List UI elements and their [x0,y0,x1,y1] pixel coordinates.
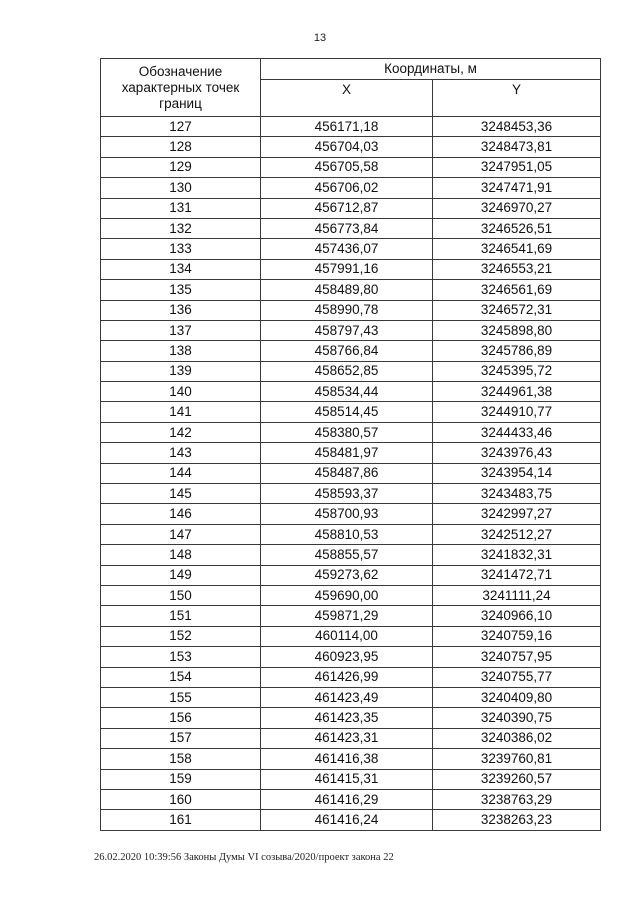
cell-point: 128 [101,137,261,157]
cell-x: 461416,29 [261,789,433,809]
cell-point: 139 [101,361,261,381]
cell-x: 461416,24 [261,810,433,830]
cell-y: 3244910,77 [433,402,601,422]
table-row [101,463,601,483]
cell-point: 133 [101,239,261,259]
cell-y: 3241832,31 [433,545,601,565]
table-row [101,280,601,300]
cell-x: 459871,29 [261,606,433,626]
cell-y: 3246572,31 [433,300,601,320]
footer-stamp: 26.02.2020 10:39:56 Законы Думы VI созыва/2020/проект закона 22 [94,852,394,863]
header-coordinates: Координаты, м [261,59,601,80]
cell-point: 148 [101,545,261,565]
table-row [101,361,601,381]
table-row [101,341,601,361]
cell-x: 456773,84 [261,218,433,238]
table-row [101,178,601,198]
table-row [101,687,601,707]
table-header [101,59,601,117]
cell-y: 3247471,91 [433,178,601,198]
cell-x: 456706,02 [261,178,433,198]
table-row [101,422,601,442]
table-row [101,320,601,340]
cell-x: 458855,57 [261,545,433,565]
cell-x: 458766,84 [261,341,433,361]
cell-y: 3246526,51 [433,218,601,238]
cell-point: 160 [101,789,261,809]
cell-point: 129 [101,157,261,177]
cell-y: 3240390,75 [433,708,601,728]
cell-y: 3244433,46 [433,422,601,442]
cell-x: 456712,87 [261,198,433,218]
cell-x: 460923,95 [261,647,433,667]
cell-y: 3243976,43 [433,443,601,463]
cell-point: 147 [101,524,261,544]
page-number: 13 [313,32,327,44]
cell-y: 3240755,77 [433,667,601,687]
cell-y: 3241472,71 [433,565,601,585]
cell-y: 3245898,80 [433,320,601,340]
cell-point: 146 [101,504,261,524]
cell-point: 142 [101,422,261,442]
table-row [101,137,601,157]
cell-x: 461415,31 [261,769,433,789]
cell-x: 461423,49 [261,687,433,707]
cell-y: 3246541,69 [433,239,601,259]
table-row [101,789,601,809]
cell-y: 3245786,89 [433,341,601,361]
cell-point: 135 [101,280,261,300]
header-y: Y [433,80,601,117]
cell-x: 458489,80 [261,280,433,300]
table-row [101,769,601,789]
cell-y: 3240966,10 [433,606,601,626]
table-row [101,443,601,463]
table-row [101,239,601,259]
cell-y: 3238763,29 [433,789,601,809]
cell-x: 458652,85 [261,361,433,381]
cell-point: 143 [101,443,261,463]
cell-x: 461423,35 [261,708,433,728]
cell-point: 144 [101,463,261,483]
table-row [101,810,601,830]
cell-point: 152 [101,626,261,646]
table-row [101,117,601,137]
cell-y: 3246553,21 [433,259,601,279]
cell-point: 150 [101,585,261,605]
cell-point: 151 [101,606,261,626]
cell-x: 458797,43 [261,320,433,340]
table-row [101,585,601,605]
table-row [101,708,601,728]
cell-x: 458514,45 [261,402,433,422]
cell-x: 458481,97 [261,443,433,463]
table-body [101,117,601,831]
table-row [101,545,601,565]
cell-x: 461423,31 [261,728,433,748]
table-row [101,667,601,687]
cell-y: 3241111,24 [433,585,601,605]
cell-point: 155 [101,687,261,707]
cell-point: 149 [101,565,261,585]
table-row [101,626,601,646]
cell-point: 157 [101,728,261,748]
cell-x: 460114,00 [261,626,433,646]
cell-point: 136 [101,300,261,320]
cell-x: 456171,18 [261,117,433,137]
cell-y: 3240386,02 [433,728,601,748]
table-row [101,218,601,238]
cell-x: 458380,57 [261,422,433,442]
cell-y: 3248453,36 [433,117,601,137]
cell-y: 3246970,27 [433,198,601,218]
cell-point: 141 [101,402,261,422]
cell-y: 3243954,14 [433,463,601,483]
cell-x: 461416,38 [261,749,433,769]
cell-point: 154 [101,667,261,687]
table-row [101,157,601,177]
table-row [101,647,601,667]
table-row [101,259,601,279]
table-row [101,565,601,585]
cell-point: 140 [101,382,261,402]
cell-point: 159 [101,769,261,789]
cell-point: 158 [101,749,261,769]
cell-x: 457991,16 [261,259,433,279]
cell-y: 3240757,95 [433,647,601,667]
cell-y: 3242997,27 [433,504,601,524]
cell-point: 153 [101,647,261,667]
cell-y: 3239260,57 [433,769,601,789]
cell-x: 457436,07 [261,239,433,259]
cell-x: 458487,86 [261,463,433,483]
cell-x: 456705,58 [261,157,433,177]
cell-point: 132 [101,218,261,238]
cell-x: 458700,93 [261,504,433,524]
cell-y: 3238263,23 [433,810,601,830]
cell-x: 458810,53 [261,524,433,544]
cell-y: 3247951,05 [433,157,601,177]
cell-y: 3244961,38 [433,382,601,402]
cell-y: 3246561,69 [433,280,601,300]
cell-point: 156 [101,708,261,728]
table-row [101,504,601,524]
table-row [101,300,601,320]
cell-point: 130 [101,178,261,198]
cell-y: 3242512,27 [433,524,601,544]
header-designation: Обозначение характерных точек границ [101,59,261,117]
cell-point: 131 [101,198,261,218]
cell-y: 3243483,75 [433,484,601,504]
cell-x: 459273,62 [261,565,433,585]
coordinates-table [100,58,601,831]
cell-x: 458534,44 [261,382,433,402]
cell-y: 3248473,81 [433,137,601,157]
table-row [101,606,601,626]
cell-point: 161 [101,810,261,830]
table-row [101,382,601,402]
cell-y: 3240759,16 [433,626,601,646]
cell-y: 3240409,80 [433,687,601,707]
cell-point: 138 [101,341,261,361]
table-row [101,402,601,422]
cell-point: 137 [101,320,261,340]
cell-x: 456704,03 [261,137,433,157]
table-row [101,198,601,218]
cell-x: 461426,99 [261,667,433,687]
cell-x: 458593,37 [261,484,433,504]
table-row [101,728,601,748]
table-row [101,749,601,769]
table-row [101,484,601,504]
cell-x: 458990,78 [261,300,433,320]
table-row [101,524,601,544]
header-x: X [261,80,433,117]
cell-point: 145 [101,484,261,504]
cell-y: 3245395,72 [433,361,601,381]
cell-y: 3239760,81 [433,749,601,769]
cell-x: 459690,00 [261,585,433,605]
cell-point: 134 [101,259,261,279]
cell-point: 127 [101,117,261,137]
